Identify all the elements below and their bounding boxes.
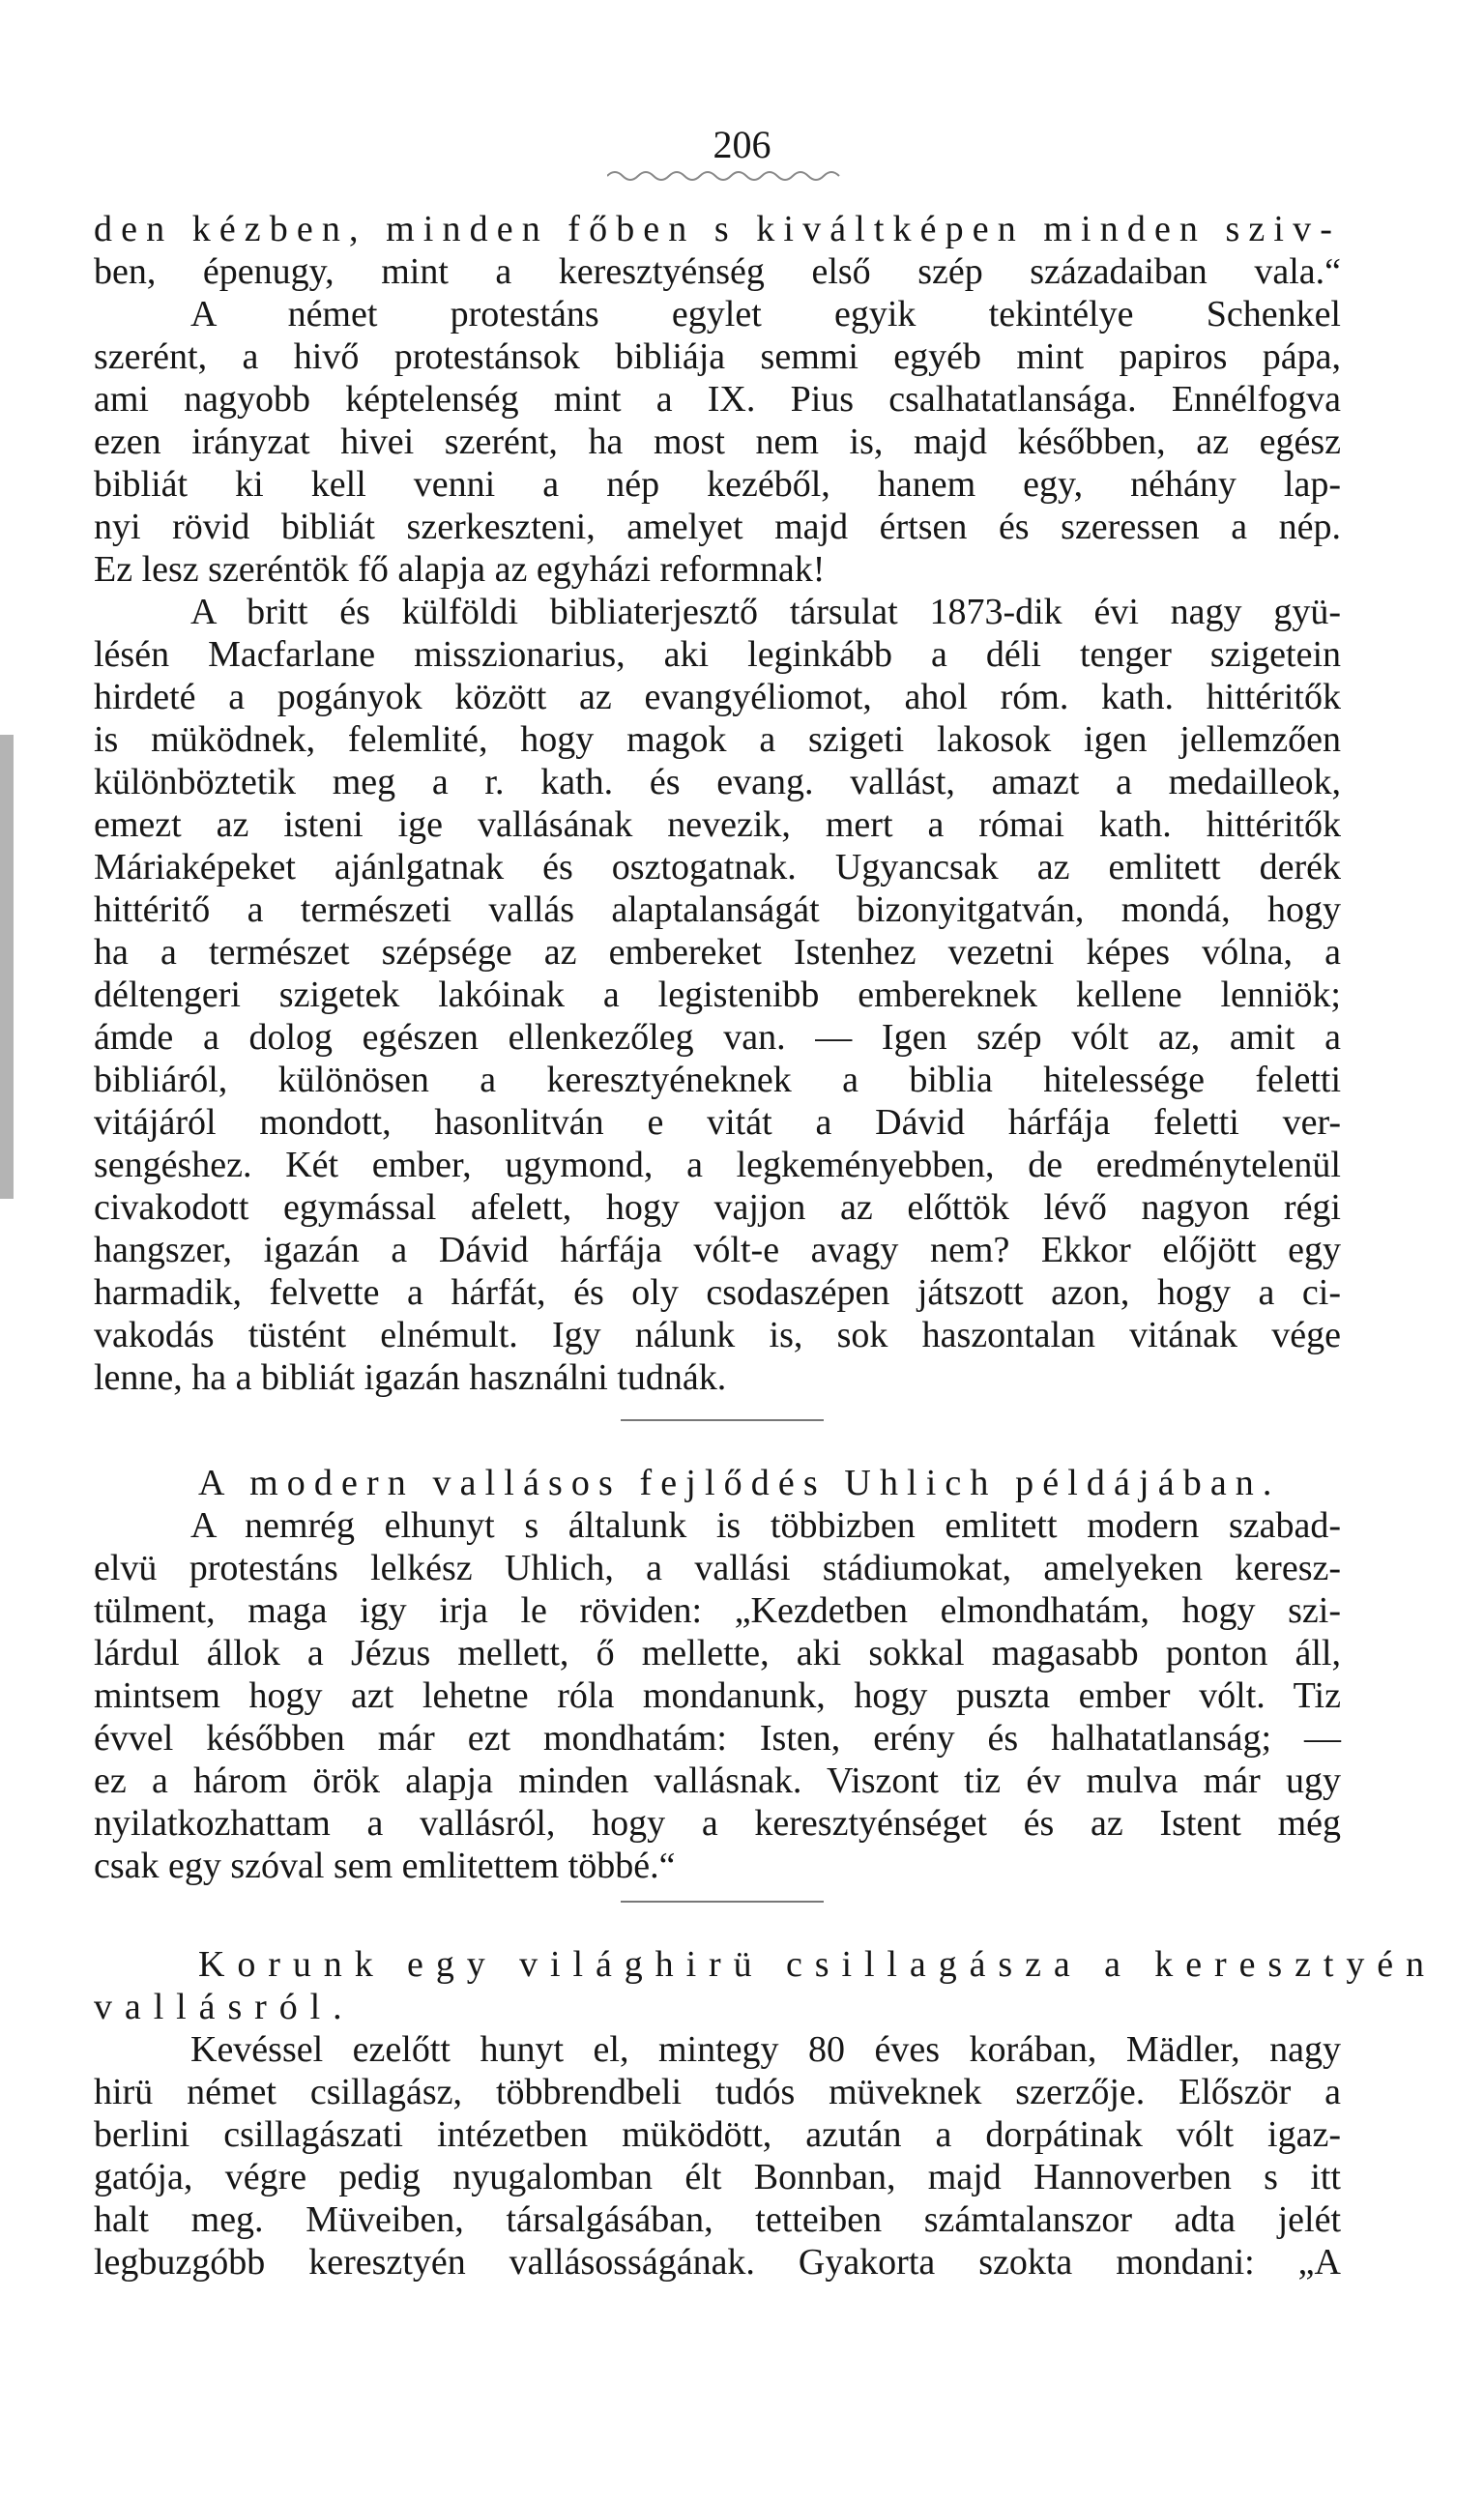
text-line: különböztetik meg a r. kath. és evang. vallást, amazt a medailleok, bbox=[94, 762, 1341, 802]
text-line: is müködnek, felemlité, hogy magok a szigeti lakosok igen jellemzően bbox=[94, 719, 1341, 760]
text-line: csak egy szóval sem emlitettem többé.“ bbox=[94, 1846, 676, 1886]
text-line: harmadik, felvette a hárfát, és oly csodaszépen játszott azon, hogy a ci- bbox=[94, 1272, 1341, 1313]
text-line: sengéshez. Két ember, ugymond, a legkeményebben, de eredménytelenül bbox=[94, 1145, 1341, 1185]
text-line: ami nagyobb képtelenség mint a IX. Pius csalhatatlansága. Ennélfogva bbox=[94, 379, 1341, 420]
section-heading-continued: vallásról. bbox=[94, 1987, 355, 2027]
text-line: A nemrég elhunyt s általunk is többizben emlitett modern szabad- bbox=[190, 1505, 1341, 1546]
section-separator bbox=[621, 1419, 824, 1421]
text-line: bibliát ki kell venni a nép kezéből, hanem egy, néhány lap- bbox=[94, 464, 1341, 505]
text-line: den kézben, minden főben s kiváltképen minden sziv- bbox=[94, 209, 1341, 249]
text-line: vitájáról mondott, hasonlitván e vitát a Dávid hárfája feletti ver- bbox=[94, 1102, 1341, 1143]
text-line: ezen irányzat hivei szerént, ha most nem is, majd későbben, az egész bbox=[94, 422, 1341, 462]
text-line: A britt és külföldi bibliaterjesztő társulat 1873-dik évi nagy gyü- bbox=[190, 592, 1341, 632]
section-heading: A modern vallásos fejlődés Uhlich példájában. bbox=[198, 1463, 1281, 1503]
text-line: elvü protestáns lelkész Uhlich, a vallási stádiumokat, amelyeken keresz- bbox=[94, 1548, 1341, 1588]
section-heading: Korunk egy világhirü csillagásza a keresztyén bbox=[198, 1944, 1437, 1985]
section-separator bbox=[621, 1901, 824, 1903]
text-line: berlini csillagászati intézetben müködött, azután a dorpátinak vólt igaz- bbox=[94, 2114, 1341, 2155]
text-line: szerént, a hivő protestánsok bibliája semmi egyéb mint papiros pápa, bbox=[94, 336, 1341, 377]
text-line: bibliáról, különösen a keresztyéneknek a biblia hitelessége feletti bbox=[94, 1060, 1341, 1100]
text-line: lenne, ha a bibliát igazán használni tudnák. bbox=[94, 1357, 727, 1398]
text-line: lésén Macfarlane misszionarius, aki leginkább a déli tenger szigetein bbox=[94, 634, 1341, 675]
text-line: A német protestáns egylet egyik tekintélye Schenkel bbox=[190, 294, 1341, 335]
text-line: gatója, végre pedig nyugalomban élt Bonnban, majd Hannoverben s itt bbox=[94, 2157, 1341, 2197]
text-line: hirdeté a pogányok között az evangyéliomot, ahol róm. kath. hittéritők bbox=[94, 677, 1341, 717]
text-line: lárdul állok a Jézus mellett, ő mellette, aki sokkal magasabb ponton áll, bbox=[94, 1633, 1341, 1673]
header-wave-ornament bbox=[607, 166, 849, 182]
text-line: Kevéssel ezelőtt hunyt el, mintegy 80 éves korában, Mädler, nagy bbox=[190, 2029, 1341, 2070]
text-line: vakodás tüstént elnémult. Igy nálunk is, sok haszontalan vitának vége bbox=[94, 1315, 1341, 1355]
text-line: ámde a dolog egészen ellenkezőleg van. — Igen szép vólt az, amit a bbox=[94, 1017, 1341, 1058]
text-line: ha a természet szépsége az embereket Istenhez vezetni képes vólna, a bbox=[94, 932, 1341, 973]
text-line: Ez lesz szeréntök fő alapja az egyházi reformnak! bbox=[94, 549, 826, 590]
text-line: hirü német csillagász, többrendbeli tudós müveknek szerzője. Először a bbox=[94, 2072, 1341, 2112]
text-line: hangszer, igazán a Dávid hárfája vólt-e avagy nem? Ekkor előjött egy bbox=[94, 1230, 1341, 1270]
text-line: ez a három örök alapja minden vallásnak. Viszont tiz év mulva már ugy bbox=[94, 1760, 1341, 1801]
text-line: ben, épenugy, mint a keresztyénség első szép századaiban vala.“ bbox=[94, 251, 1341, 292]
text-line: mintsem hogy azt lehetne róla mondanunk, hogy puszta ember vólt. Tiz bbox=[94, 1675, 1341, 1716]
text-line: emezt az isteni ige vallásának nevezik, mert a római kath. hittéritők bbox=[94, 804, 1341, 845]
text-line: déltengeri szigetek lakóinak a legistenibb embereknek kellene lenniök; bbox=[94, 975, 1341, 1015]
text-line: évvel későbben már ezt mondhatám: Isten, erény és halhatatlanság; — bbox=[94, 1718, 1341, 1759]
text-line: halt meg. Müveiben, társalgásában, tetteiben számtalanszor adta jelét bbox=[94, 2199, 1341, 2240]
text-line: tülment, maga igy irja le röviden: „Kezdetben elmondhatám, hogy szi- bbox=[94, 1590, 1341, 1631]
text-line: nyi rövid bibliát szerkeszteni, amelyet majd értsen és szeressen a nép. bbox=[94, 507, 1341, 547]
page-number: 206 bbox=[713, 123, 771, 166]
text-line: Máriaképeket ajánlgatnak és osztogatnak. Ugyancsak az emlitett derék bbox=[94, 847, 1341, 887]
margin-scan-mark bbox=[0, 735, 14, 1199]
text-line: hittéritő a természeti vallás alaptalanságát bizonyitgatván, mondá, hogy bbox=[94, 889, 1341, 930]
text-line: nyilatkozhattam a vallásról, hogy a keresztyénséget és az Istent még bbox=[94, 1803, 1341, 1844]
text-line: civakodott egymással afelett, hogy vajjon az előttök lévő nagyon régi bbox=[94, 1187, 1341, 1228]
text-line: legbuzgóbb keresztyén vallásosságának. Gyakorta szokta mondani: „A bbox=[94, 2242, 1341, 2283]
